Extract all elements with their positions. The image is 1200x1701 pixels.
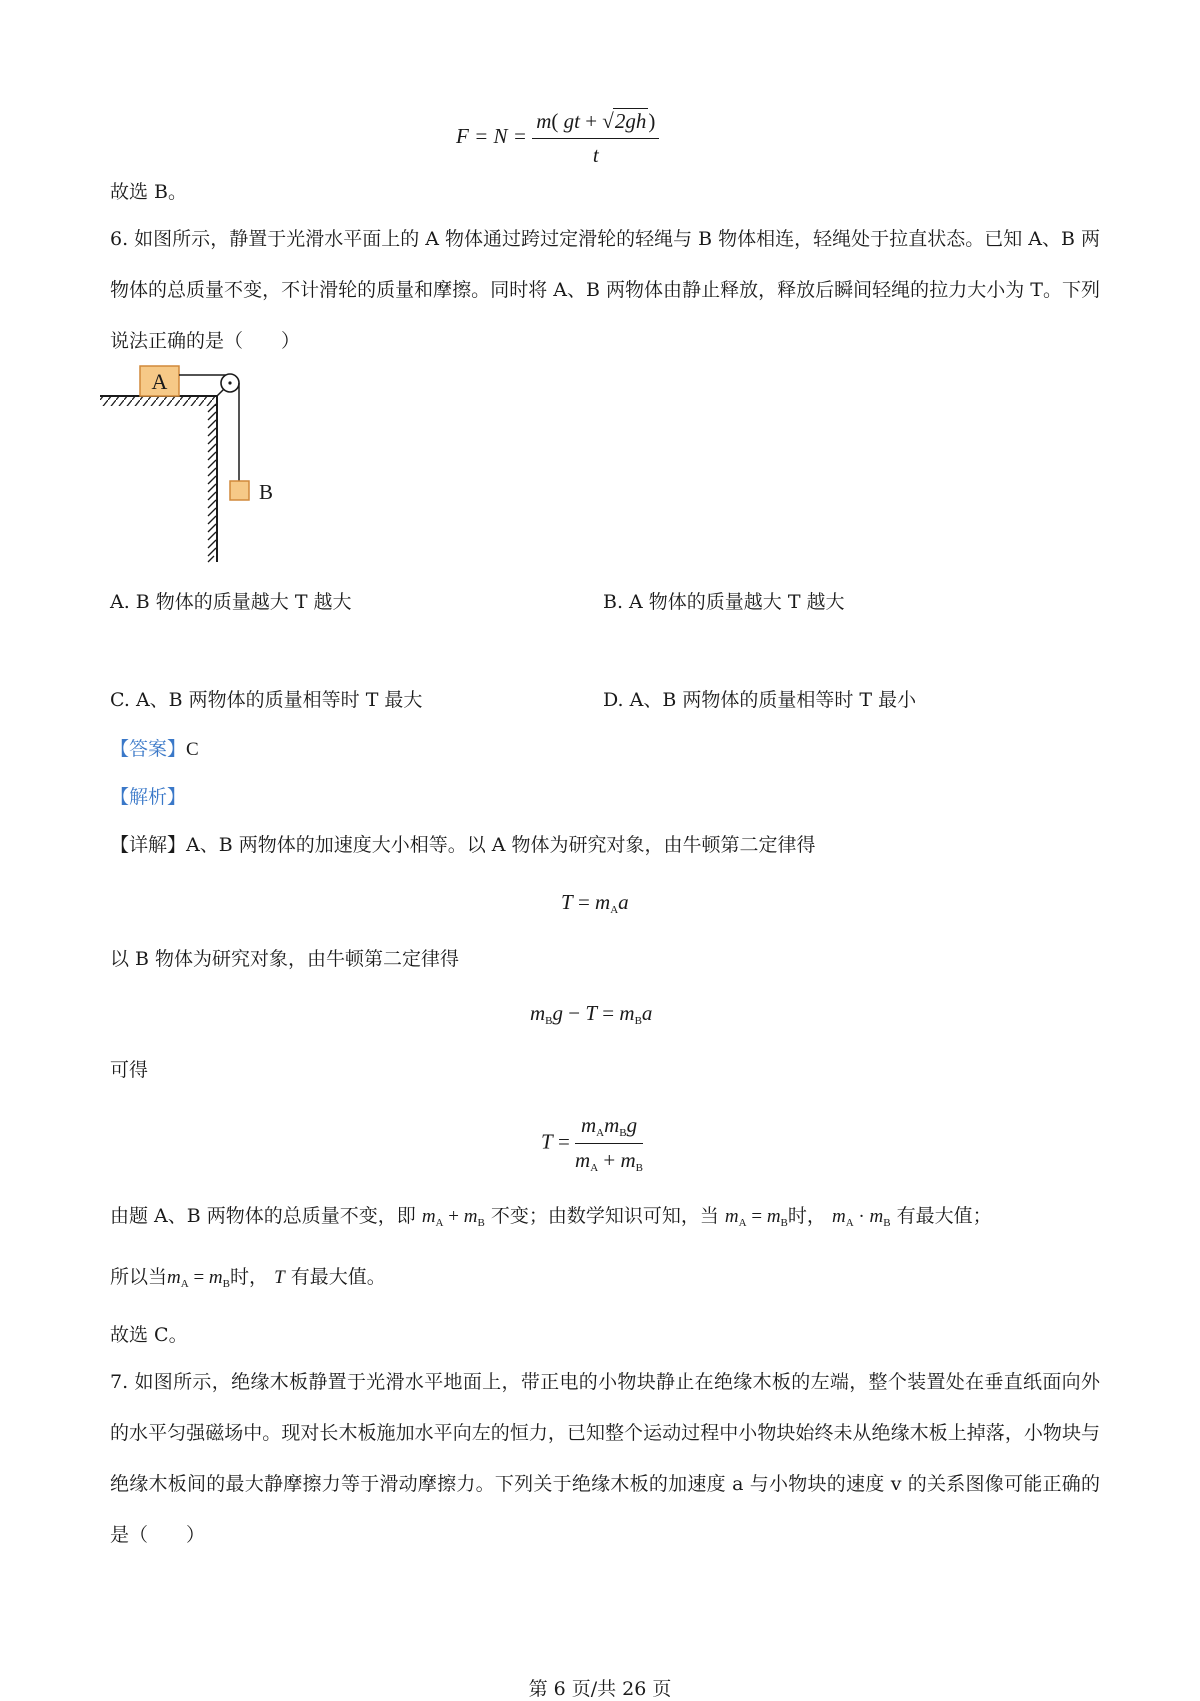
top-formula: [456, 108, 659, 168]
line-total-4: 有最大值；: [896, 1205, 992, 1227]
line-total-2: 不变；由数学知识可知，当: [490, 1205, 719, 1227]
formula-lhs: F = N =: [456, 123, 527, 148]
line-b: 以 B 物体为研究对象，由牛顿第二定律得: [110, 948, 460, 970]
formula-numerator: [532, 108, 659, 139]
top-conclusion: 故选 B。: [110, 181, 188, 203]
line-so-3: 有最大值。: [290, 1266, 386, 1288]
equation-2: $m_Bg - T = m_Ba$: [530, 1001, 653, 1027]
equation-1: $T = m_Aa$: [561, 890, 629, 916]
table-hatch: [100, 397, 216, 406]
detail-tag: 【详解】: [110, 834, 187, 856]
line-so-t: T: [274, 1267, 285, 1288]
formula-fraction: [532, 108, 659, 168]
eq3-fraction: $\frac{m_Am_Bg}{m_A + m_B}$: [575, 1113, 644, 1174]
answer-value: C: [186, 739, 199, 760]
num-close: ): [648, 109, 656, 133]
pulley-axle: [228, 381, 231, 384]
detail-line: [110, 833, 816, 858]
line-so-1: 所以当: [110, 1266, 168, 1288]
page-footer: 第 6 页/共 26 页: [528, 1678, 672, 1700]
num-open: (: [551, 109, 559, 133]
block-a-label: A: [151, 369, 168, 394]
block-b-label: B: [259, 480, 274, 504]
equation-3: T = $\frac{m_Am_Bg}{m_A + m_B}$: [541, 1113, 644, 1174]
line-total-1: 由题 A、B 两物体的总质量不变，即: [110, 1205, 416, 1227]
sqrt-body: 2gh: [614, 109, 647, 133]
num-gt: gt: [563, 109, 580, 133]
option-d[interactable]: D. A、B 两物体的质量相等时 T 最小: [603, 689, 917, 711]
line-total-3: 时，: [787, 1205, 826, 1227]
option-b[interactable]: B. A 物体的质量越大 T 越大: [603, 591, 845, 613]
formula-denominator: t: [592, 143, 599, 167]
line-so-2: 时，: [230, 1266, 269, 1288]
line-so: 所以当$m_A = m_B$时， T 有最大值。: [110, 1266, 386, 1290]
line-get: 可得: [110, 1059, 149, 1081]
wall-hatch: [208, 404, 216, 562]
q6-conclusion: 故选 C。: [110, 1324, 188, 1346]
detail-text: A、B 两物体的加速度大小相等。以 A 物体为研究对象，由牛顿第二定律得: [186, 834, 816, 856]
answer-line: [110, 737, 199, 762]
pulley-figure: [100, 360, 300, 570]
num-plus: +: [585, 109, 598, 133]
q6-stem: 6. 如图所示，静置于光滑水平面上的 A 物体通过跨过定滑轮的轻绳与 B 物体相连，轻绳处于拉直状态。已知 A、B 两物体的总质量不变，不计滑轮的质量和摩擦。同时将 A、B 两物体由静止释放，释放后瞬间轻绳的拉力大小为 T。下列说法正确的是（ ）: [110, 228, 1100, 352]
q7-stem: 7. 如图所示，绝缘木板静置于光滑水平地面上，带正电的小物块静止在绝缘木板的左端，整个装置处在垂直纸面向外的水平匀强磁场中。现对长木板施加水平向左的恒力，已知整个运动过程中小物块始终未从绝缘木板上掉落，小物块与绝缘木板间的最大静摩擦力等于滑动摩擦力。下列关于绝缘木板的加速度 a 与小物块的速度 v 的关系图像可能正确的是（ ）: [110, 1371, 1100, 1546]
answer-tag: 【答案】: [110, 738, 187, 760]
num-m: m: [536, 109, 552, 133]
option-c[interactable]: C. A、B 两物体的质量相等时 T 最大: [110, 689, 423, 711]
line-total: 由题 A、B 两物体的总质量不变，即 $m_A + m_B$ 不变；由数学知识可知，当 $m_A = m_B$时， $m_A \cdot m_B$ 有最大值；: [110, 1205, 992, 1229]
option-a[interactable]: A. B 物体的质量越大 T 越大: [110, 591, 352, 613]
analysis-tag: 【解析】: [110, 786, 187, 808]
block-b: [230, 481, 249, 500]
sqrt-icon: √: [602, 109, 614, 133]
